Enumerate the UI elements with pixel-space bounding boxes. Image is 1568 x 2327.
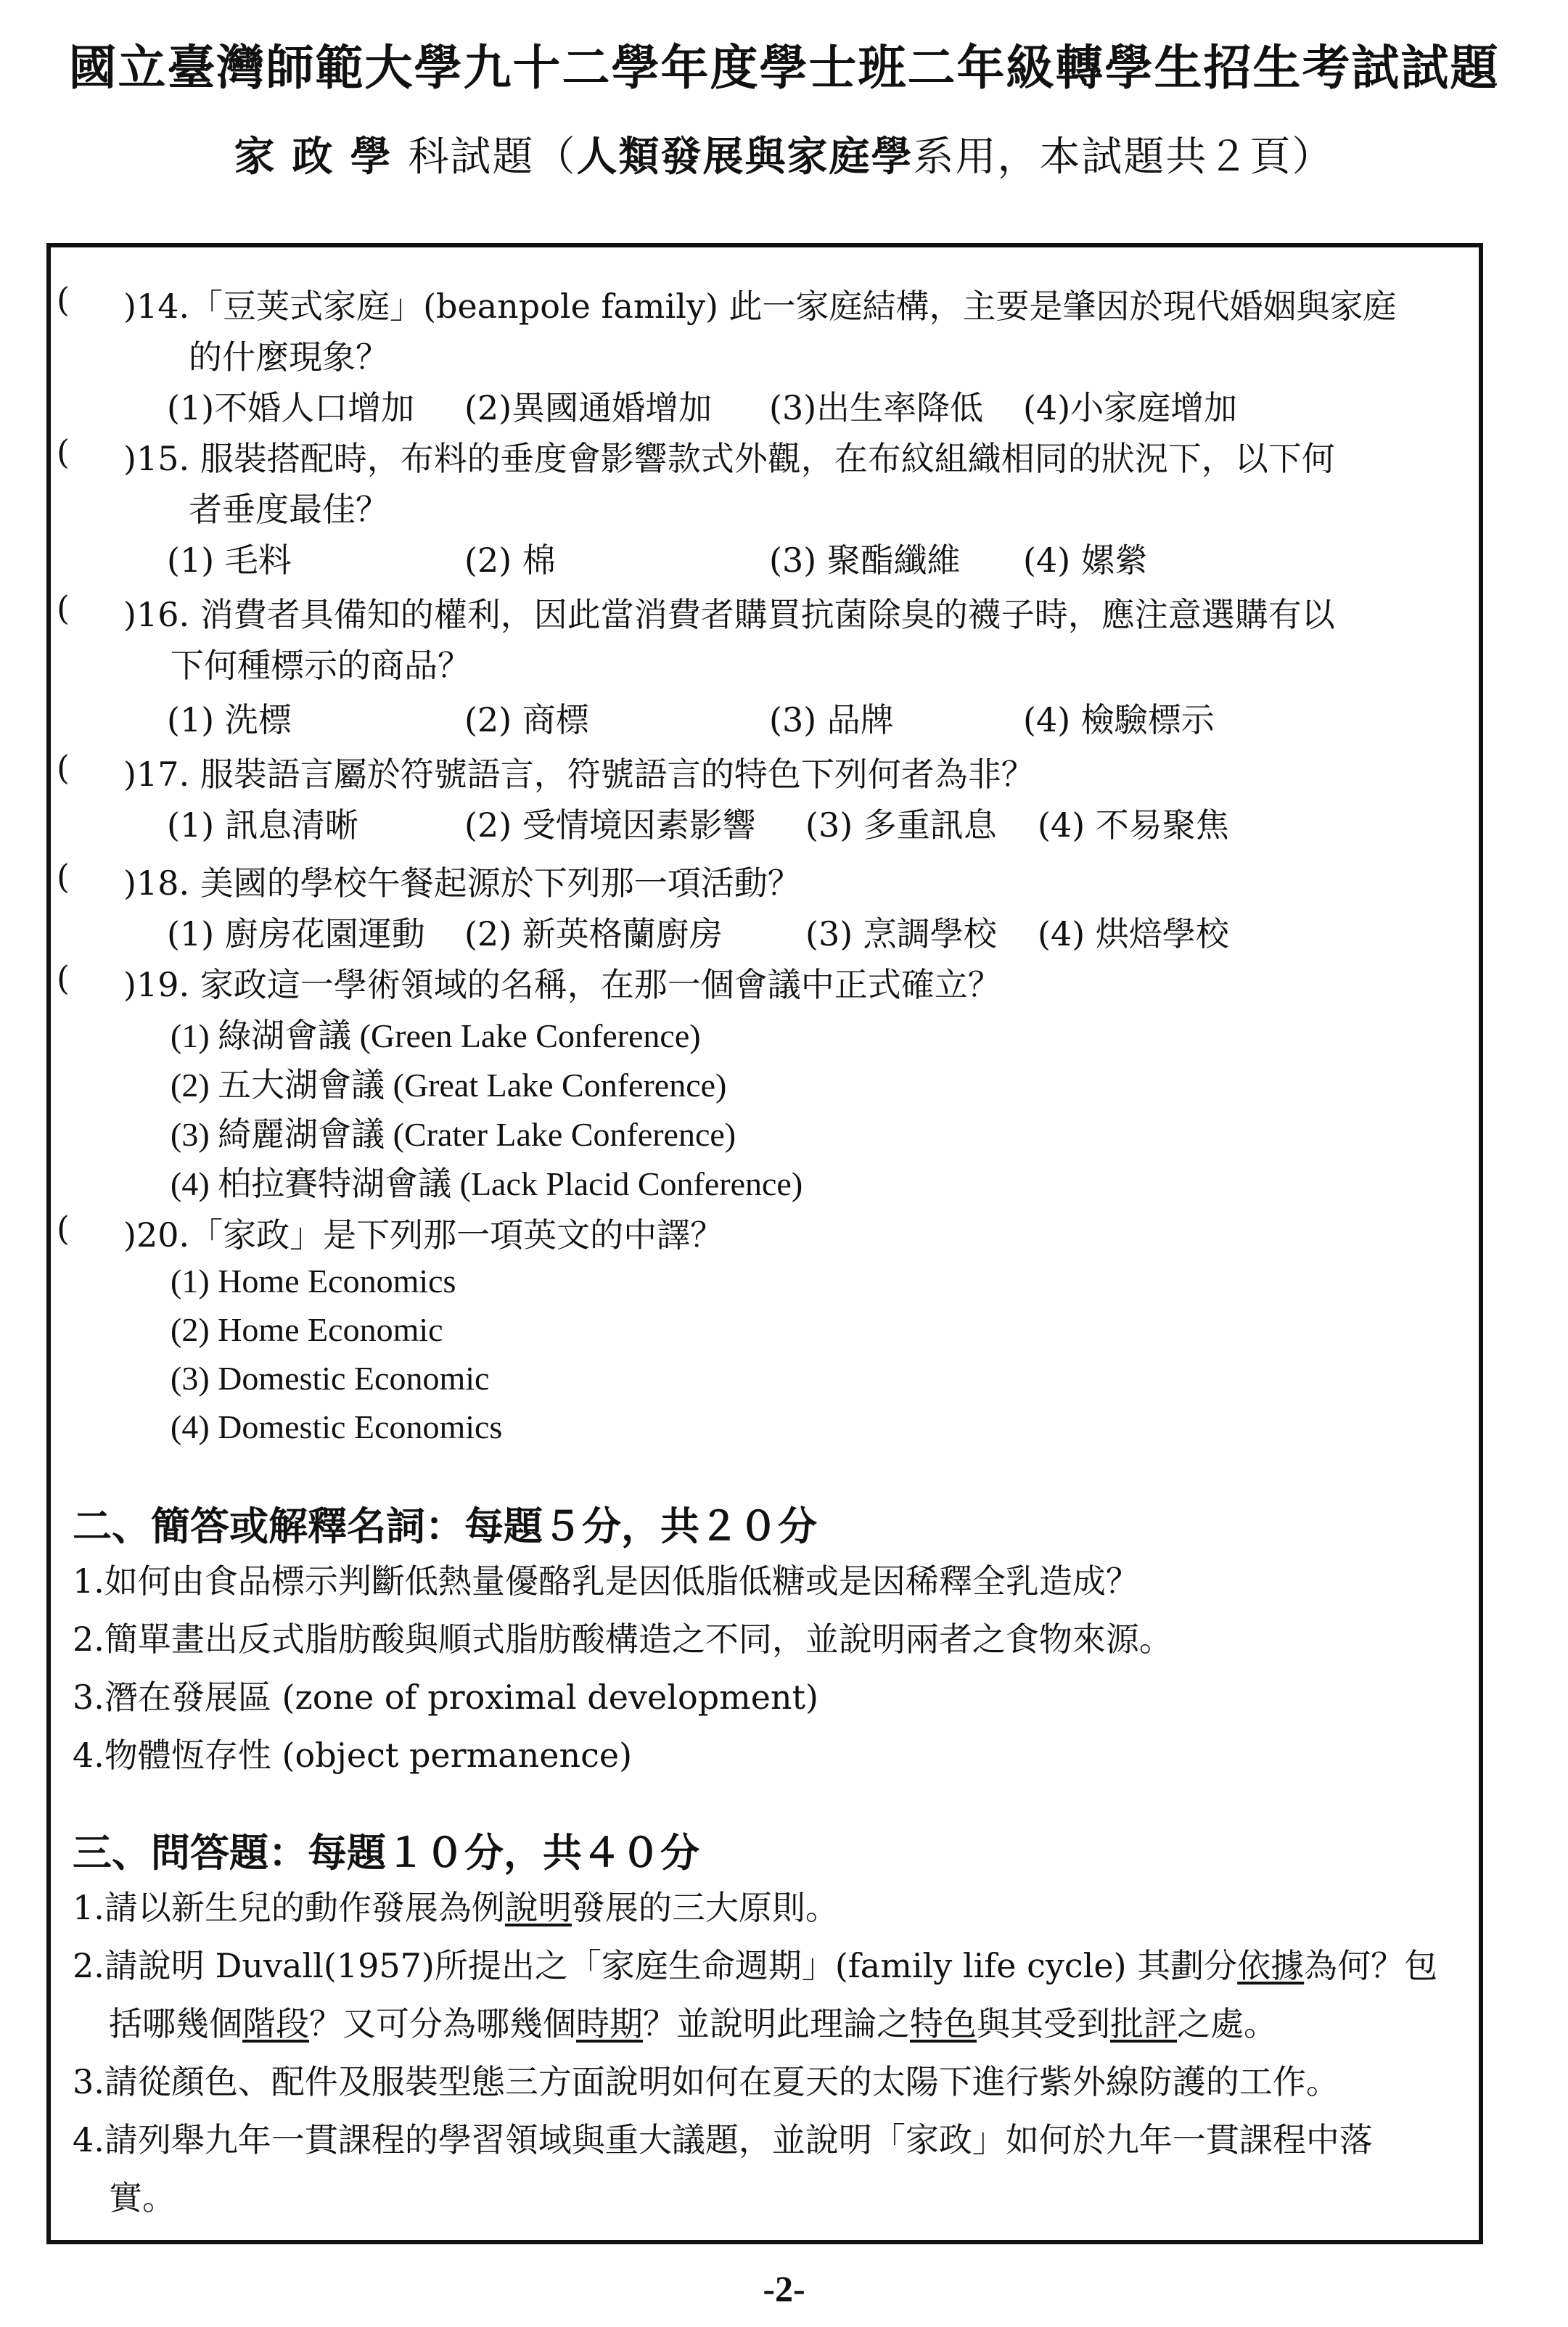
q14-option-2: (2)異國通婚增加 <box>464 388 713 427</box>
essay-question-4-cont: 實。 <box>109 2178 176 2217</box>
q14-option-3: (3)出生率降低 <box>769 388 984 427</box>
essay-q2-part: 2.請說明 Duvall(1957)所提出之「家庭生命週期」(family life cycle) 其劃分 <box>73 1946 1238 1985</box>
question-text: )20.「家政」是下列那一項英文的中譯？ <box>123 1215 724 1255</box>
short-answer-3: 3.潛在發展區 (zone of proximal development) <box>73 1678 818 1717</box>
essay-question-1 <box>73 1881 839 1929</box>
short-answer-4: 4.物體恆存性 (object permanence) <box>73 1736 633 1775</box>
short-answer-2: 2.簡單畫出反式脂肪酸與順式脂肪酸構造之不同，並說明兩者之食物來源。 <box>73 1620 1173 1659</box>
essay-q2-part: ？並說明此理論之 <box>643 2004 910 2043</box>
underlined-term: 說明 <box>504 1888 572 1927</box>
subtitle-mid: 科試題（ <box>408 134 577 181</box>
question-text: )16. 消費者具備知的權利，因此當消費者購買抗菌除臭的襪子時，應注意選購有以 <box>123 595 1335 634</box>
answer-paren: ( <box>57 280 70 319</box>
question-text: )15. 服裝搭配時，布料的垂度會影響款式外觀，在布紋組織相同的狀況下，以下何 <box>123 439 1335 478</box>
essay-q2-part: 括哪幾個 <box>109 2004 242 2043</box>
exam-frame <box>46 243 1483 2244</box>
essay-q2-part: 與其受到 <box>977 2004 1110 2043</box>
q17-option-3: (3) 多重訊息 <box>805 805 997 845</box>
answer-paren: ( <box>57 959 70 998</box>
page-number: -2- <box>763 2268 805 2309</box>
question-14-cont: 的什麼現象？ <box>189 337 389 377</box>
q17-option-1: (1) 訊息清晰 <box>167 805 358 845</box>
q15-option-1: (1) 毛料 <box>167 541 292 580</box>
q16-option-1: (1) 洗標 <box>167 700 292 739</box>
answer-paren: ( <box>57 1209 70 1248</box>
q18-option-2: (2) 新英格蘭廚房 <box>464 914 723 953</box>
q19-option-3: (3) 綺麗湖會議 (Crater Lake Conference) <box>171 1116 736 1153</box>
question-15-cont: 者垂度最佳？ <box>189 490 389 529</box>
q18-option-1: (1) 廚房花園運動 <box>167 914 425 953</box>
question-text: )14.「豆荚式家庭」(beanpole family) 此一家庭結構，主要是肇因於現代婚姻與家庭 <box>123 287 1397 326</box>
underlined-term: 依據 <box>1237 1946 1305 1985</box>
essay-question-3: 3.請從顏色、配件及服裝型態三方面說明如何在夏天的太陽下進行紫外線防護的工作。 <box>73 2062 1339 2101</box>
subtitle-end: 系用，本試題共２頁） <box>913 134 1334 181</box>
department-name: 人類發展與家庭學 <box>576 133 914 181</box>
answer-paren: ( <box>57 857 70 896</box>
essay-question-2-cont <box>109 1998 1277 2045</box>
q15-option-3: (3) 聚酯纖維 <box>769 541 961 580</box>
q17-option-4: (4) 不易聚焦 <box>1038 805 1229 845</box>
exam-subtitle <box>0 125 1568 183</box>
question-text: )17. 服裝語言屬於符號語言，符號語言的特色下列何者為非？ <box>123 755 1035 794</box>
section2-title: 二、簡答或解釋名詞：每題５分，共２０分 <box>73 1503 817 1549</box>
essay-q2-part: 為何？包 <box>1304 1946 1438 1985</box>
essay-q2-part: 之處。 <box>1177 2004 1277 2043</box>
q20-option-3: (3) Domestic Economic <box>171 1360 490 1397</box>
answer-paren: ( <box>57 748 70 787</box>
essay-question-4: 4.請列舉九年一貫課程的學習領域與重大議題，並說明「家政」如何於九年一貫課程中落 <box>73 2120 1373 2159</box>
q14-option-1: (1)不婚人口增加 <box>167 388 415 427</box>
q15-option-2: (2) 棉 <box>464 541 556 580</box>
q14-option-4: (4)小家庭增加 <box>1023 388 1238 427</box>
section3-title: 三、問答題：每題１０分，共４０分 <box>73 1829 699 1876</box>
answer-paren: ( <box>57 432 70 472</box>
q19-option-4: (4) 柏拉賽特湖會議 (Lack Placid Conference) <box>171 1165 803 1202</box>
exam-title: 國立臺灣師範大學九十二學年度學士班二年級轉學生招生考試試題 <box>68 39 1500 96</box>
q17-option-2: (2) 受情境因素影響 <box>464 805 756 845</box>
q20-option-1: (1) Home Economics <box>171 1263 456 1300</box>
q19-option-2: (2) 五大湖會議 (Great Lake Conference) <box>171 1067 727 1104</box>
q20-option-4: (4) Domestic Economics <box>171 1408 503 1445</box>
essay-question-2 <box>73 1940 1437 1987</box>
q16-option-2: (2) 商標 <box>464 700 589 739</box>
q15-option-4: (4) 嫘縈 <box>1023 541 1148 580</box>
question-16-cont: 下何種標示的商品？ <box>171 646 471 685</box>
short-answer-1: 1.如何由食品標示判斷低熱量優酪乳是因低脂低糖或是因稀釋全乳造成？ <box>73 1561 1139 1601</box>
q20-option-2: (2) Home Economic <box>171 1311 443 1348</box>
q16-option-4: (4) 檢驗標示 <box>1023 700 1215 739</box>
q18-option-4: (4) 烘焙學校 <box>1038 914 1229 953</box>
question-text: )19. 家政這一學術領域的名稱，在那一個會議中正式確立？ <box>123 965 1001 1004</box>
q18-option-3: (3) 烹調學校 <box>805 914 997 953</box>
answer-paren: ( <box>57 588 70 628</box>
essay-q2-part: ？又可分為哪幾個 <box>309 2004 576 2043</box>
subject-name: 家政學 <box>234 133 409 181</box>
essay-q1-part: 1.請以新生兒的動作發展為例 <box>73 1888 505 1927</box>
underlined-term: 批評 <box>1110 2004 1177 2043</box>
underlined-term: 時期 <box>576 2004 643 2043</box>
essay-q1-part: 發展的三大原則。 <box>571 1888 839 1927</box>
question-text: )18. 美國的學校午餐起源於下列那一項活動？ <box>123 863 801 903</box>
underlined-term: 階段 <box>242 2004 309 2043</box>
q19-option-1: (1) 綠湖會議 (Green Lake Conference) <box>171 1017 701 1054</box>
q16-option-3: (3) 品牌 <box>769 700 894 739</box>
underlined-term: 特色 <box>910 2004 977 2043</box>
